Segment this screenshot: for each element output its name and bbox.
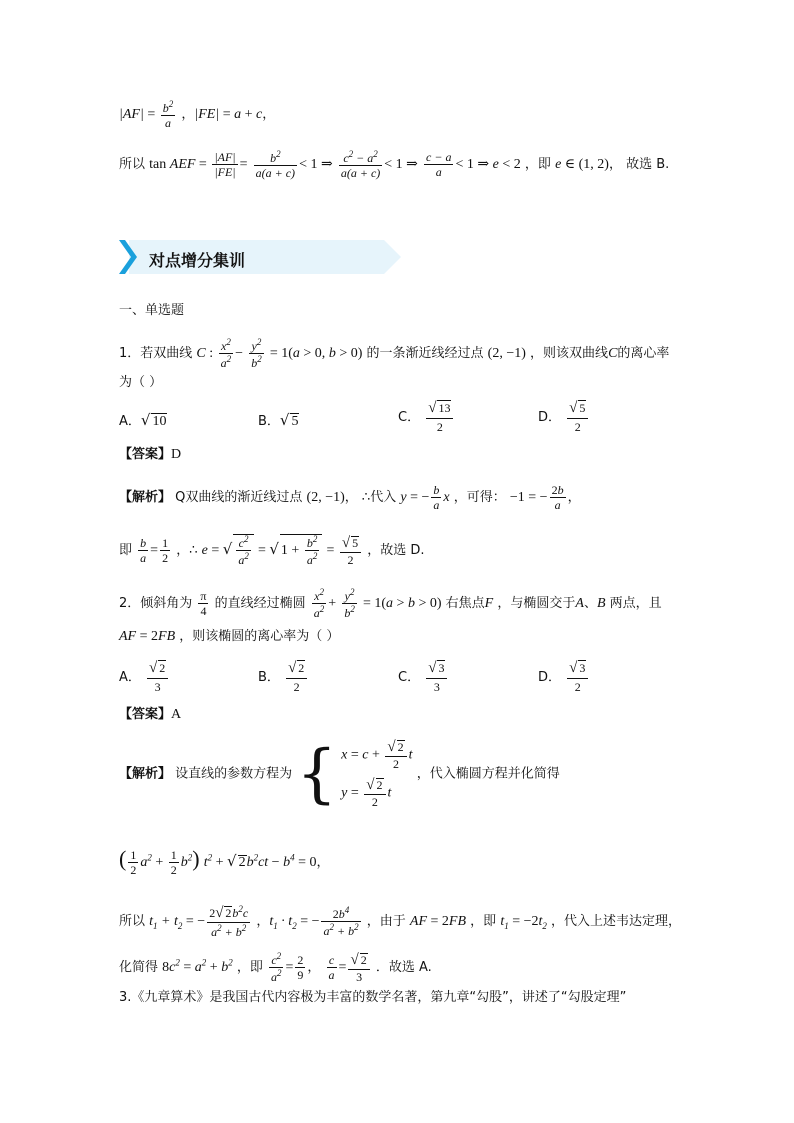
q2-answer: 【答案】A	[119, 707, 182, 722]
formula-line-af: |AF| = $\frac{b^2}{a}$ ，|FE| = a + c，	[119, 99, 276, 130]
q2-option-b[interactable]: B． $\frac{√ 2}{2}$	[258, 660, 309, 695]
banner-title: 对点增分集训	[149, 251, 246, 270]
q2-option-a[interactable]: A． $\frac{√ 2}{3}$	[119, 660, 170, 695]
text-so: 所以	[119, 157, 146, 172]
q1-stem-line2: 为（ ）	[119, 375, 163, 390]
q2-simplify: 化简得 $8c^2 = a^2 + b^2$ ，即 $\frac{c^2}{a^2}$ = $\frac{2}{9}$ ， $\frac{c}{a}$ = $\frac{√ 2}{3}$ ．故选 A.	[119, 951, 432, 984]
q1-analysis-line1: 【解析】 Q双曲线的渐近线过点 (2, −1)， ∴代入 y = − $\frac{b}{a}$ x ，可得： −1 = − $\frac{2b}{a}$ ，	[119, 483, 581, 512]
q1-option-c[interactable]: C． $\frac{√ 13}{2}$	[398, 400, 455, 435]
q1-answer: 【答案】D	[119, 447, 182, 462]
section-title: 一、单选题	[119, 303, 185, 318]
q1-stem: 1．若双曲线 C : $\frac{x^2}{a^2}$ − $\frac{y^2}{b^2}$ = 1(a > 0, b > 0) 的一条渐近线经过点 (2, −1) ，则该双曲线C的离心率	[119, 337, 670, 370]
q1-analysis-line2: 即 $\frac{b}{a}$ = $\frac{1}{2}$ ，∴ e = √ $\frac{c^2}{a^2}$ = √ 1 + $\frac{b^2}{a^2}$ = $\frac{√ 5}{2}$ ，故选 D.	[119, 534, 425, 567]
text-ji: 即	[537, 157, 551, 172]
q2-analysis-param: 【解析】 设直线的参数方程为 { x = c + $\frac{√ 2}{2}$ t y = $\frac{√ 2}{2}$ t ，代入椭圆方程并化简得	[119, 737, 560, 811]
section-banner	[119, 240, 399, 274]
q3-stem: 3.《九章算术》是我国古代内容极为丰富的数学名著，第九章“勾股”，讲述了“勾股定理”	[119, 990, 627, 1005]
q2-stem: 2．倾斜角为 $\frac{\pi}{4}$ 的直线经过椭圆 $\frac{x^2}{a^2}$ + $\frac{y^2}{b^2}$ = 1(a > b > 0) 右焦点F ，与椭圆交于A、B 两点，且	[119, 587, 662, 620]
q2-vieta: 所以 $t_1 + t_2$ = − $\frac{2√ 2b^2c}{a^2 + b^2}$ ，$t_1 \cdot t_2$ = − $\frac{2b^4}{a^2 + b^2}$ ，由于 AF = 2FB ，即 $t_1 = -2t_2$ ，代入上述韦达定理，	[119, 904, 682, 939]
q2-option-d[interactable]: D． $\frac{√ 3}{2}$	[538, 660, 590, 695]
q2-quadratic: ( $\frac{1}{2}$ $a^2$ + $\frac{1}{2}$ $b^2$) $t^2$ + √ $2b^2ct - b^4 = 0$，	[119, 846, 330, 877]
formula-line-tan: 所以 tan AEF = $\frac{|AF|}{|FE|}$ = $\frac{b^2}{a(a + c)}$ < 1 ⇒ $\frac{c^2 - a^2}{a(a + c)}$ < 1 ⇒ $\frac{c - a}{a}$ < 1 ⇒ e < 2 ，即 e ∈ (1, 2)， 故选 B.	[119, 149, 670, 180]
q2-option-c[interactable]: C． $\frac{√ 3}{3}$	[398, 660, 449, 695]
q1-option-a[interactable]: A．√ 10	[119, 411, 167, 429]
q1-option-d[interactable]: D． $\frac{√ 5}{2}$	[538, 400, 590, 435]
text-choose-b: 故选 B.	[626, 157, 670, 172]
brace-symbol: {	[296, 737, 338, 811]
q2-stem-line2: AF = 2FB ，则该椭圆的离心率为（ ）	[119, 629, 340, 644]
q1-option-b[interactable]: B．√ 5	[258, 411, 299, 429]
